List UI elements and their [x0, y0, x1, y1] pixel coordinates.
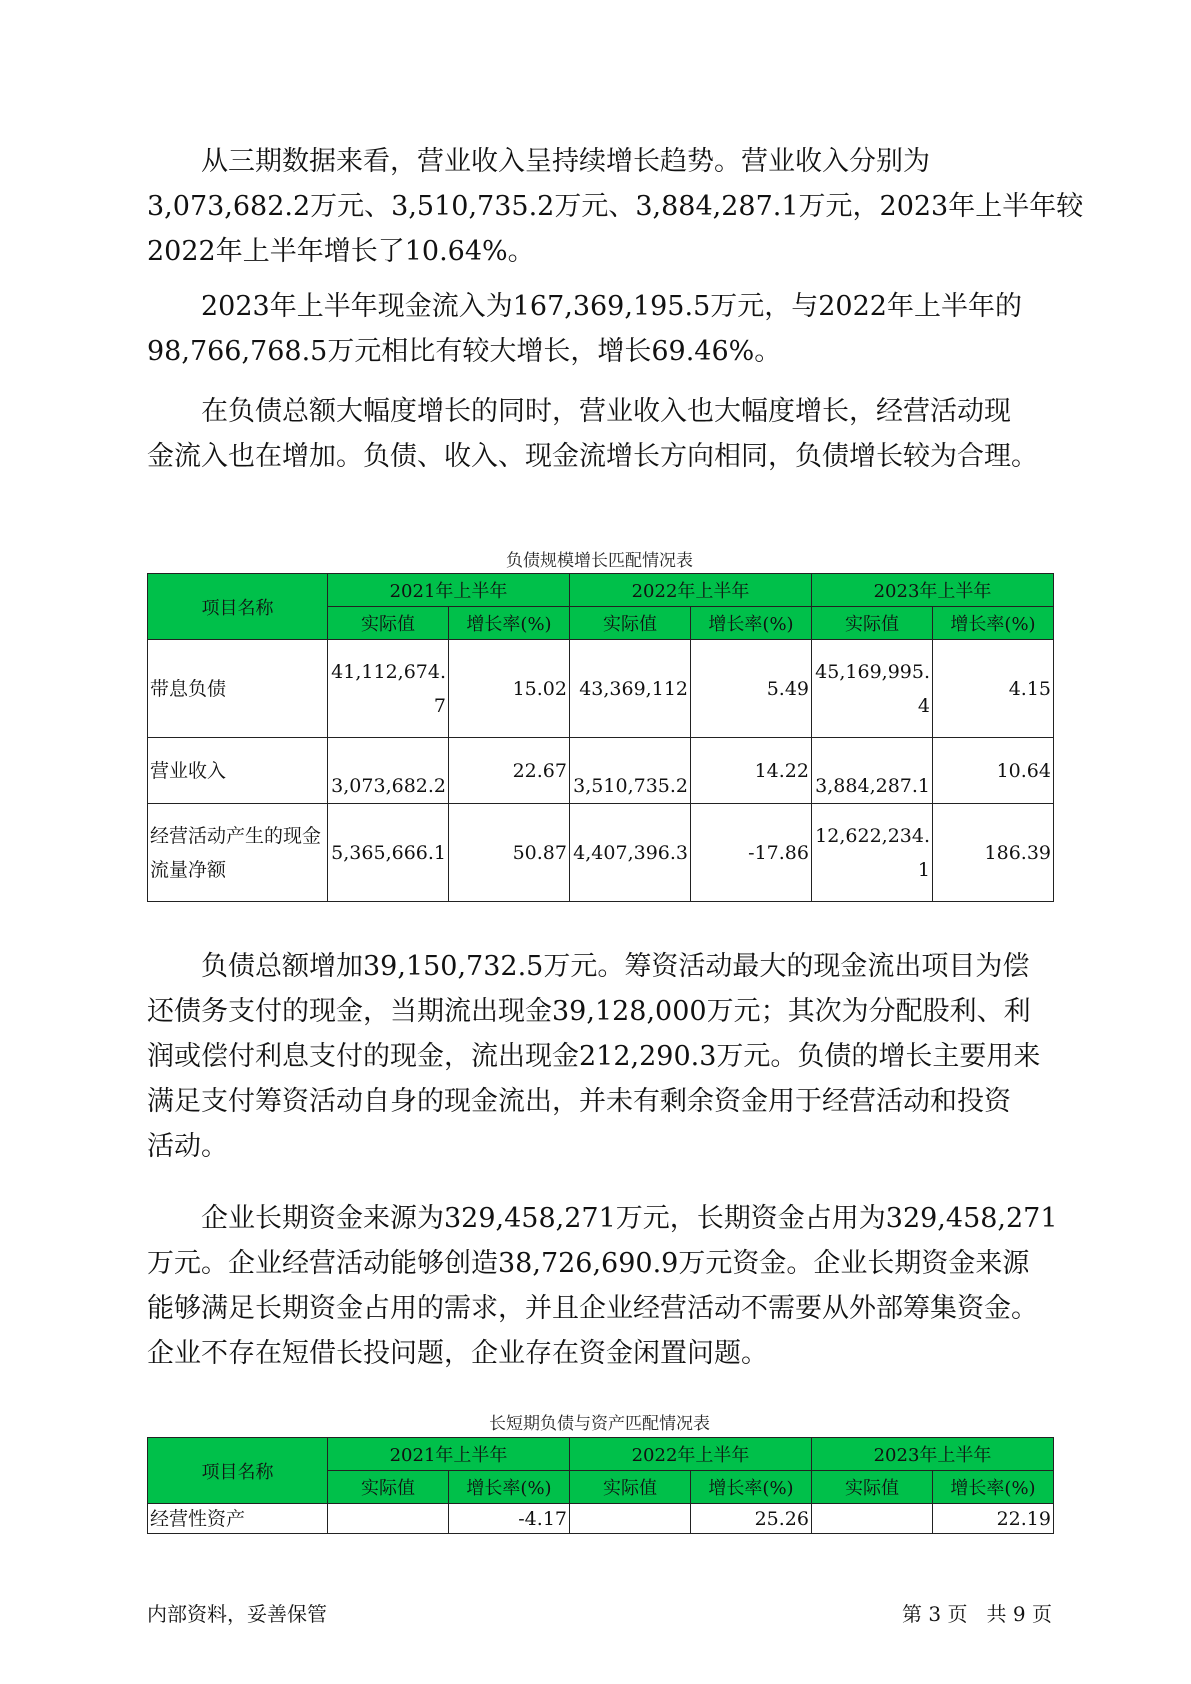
cell-value: -4.17: [449, 1504, 570, 1534]
table-row: [148, 804, 1054, 902]
text-line: 还债务支付的现金，当期流出现金39,128,000万元；其次为分配股利、利: [147, 996, 1031, 1027]
header-period: 2022年上半年: [570, 574, 812, 607]
table2-asset-matching: [147, 1437, 1054, 1534]
footer-confidential: 内部资料，妥善保管: [147, 1602, 327, 1626]
text-line: 在负债总额大幅度增长的同时，营业收入也大幅度增长，经营活动现: [201, 396, 1011, 427]
cell-value: 3,884,287.1: [812, 738, 933, 804]
header-growth: 增长率(%): [449, 1471, 570, 1504]
cell-value: -17.86: [691, 804, 812, 902]
footer-page-number: 第 3 页 共 9 页: [902, 1602, 1052, 1626]
header-actual: 实际值: [328, 1471, 449, 1504]
row-label: 经营性资产: [148, 1504, 328, 1534]
cell-value: 25.26: [691, 1504, 812, 1534]
header-item-name: 项目名称: [148, 1438, 328, 1504]
header-period: 2023年上半年: [812, 1438, 1054, 1471]
cell-value: 41,112,674.7: [328, 640, 449, 738]
cell-value: 3,510,735.2: [570, 738, 691, 804]
row-label: 带息负债: [148, 640, 328, 738]
header-item-name: 项目名称: [148, 574, 328, 640]
cell-value: 14.22: [691, 738, 812, 804]
header-actual: 实际值: [570, 607, 691, 640]
header-growth: 增长率(%): [691, 1471, 812, 1504]
header-actual: 实际值: [570, 1471, 691, 1504]
cell-value: 5.49: [691, 640, 812, 738]
header-actual: 实际值: [812, 607, 933, 640]
header-growth: 增长率(%): [933, 1471, 1054, 1504]
table2-caption: 长短期负债与资产匹配情况表: [489, 1414, 710, 1434]
cell-value: [328, 1504, 449, 1534]
text-line: 98,766,768.5万元相比有较大增长，增长69.46%。: [147, 336, 782, 367]
header-period: 2021年上半年: [328, 1438, 570, 1471]
cell-value: 4.15: [933, 640, 1054, 738]
text-line: 金流入也在增加。负债、收入、现金流增长方向相同，负债增长较为合理。: [147, 441, 1038, 472]
paragraph-revenue-trend: [147, 139, 1084, 274]
cell-value: 50.87: [449, 804, 570, 902]
cell-value: 4,407,396.3: [570, 804, 691, 902]
header-growth: 增长率(%): [691, 607, 812, 640]
header-growth: 增长率(%): [449, 607, 570, 640]
header-period: 2023年上半年: [812, 574, 1054, 607]
cell-value: 186.39: [933, 804, 1054, 902]
header-actual: 实际值: [328, 607, 449, 640]
text-line: 2022年上半年增长了10.64%。: [147, 236, 535, 267]
text-line: 满足支付筹资活动自身的现金流出，并未有剩余资金用于经营活动和投资: [147, 1086, 1011, 1117]
header-period: 2022年上半年: [570, 1438, 812, 1471]
table-row: [148, 640, 1054, 738]
header-actual: 实际值: [812, 1471, 933, 1504]
text-line: 企业不存在短借长投问题，企业存在资金闲置问题。: [147, 1338, 768, 1369]
text-line: 从三期数据来看，营业收入呈持续增长趋势。营业收入分别为: [201, 146, 930, 177]
cell-value: 15.02: [449, 640, 570, 738]
text-line: 2023年上半年现金流入为167,369,195.5万元，与2022年上半年的: [201, 291, 1022, 322]
text-line: 活动。: [147, 1131, 228, 1162]
header-period: 2021年上半年: [328, 574, 570, 607]
text-line: 能够满足长期资金占用的需求，并且企业经营活动不需要从外部筹集资金。: [147, 1293, 1038, 1324]
cell-value: 43,369,112: [570, 640, 691, 738]
paragraph-long-term-funds: [147, 1196, 1058, 1376]
table-row: [148, 1504, 1054, 1534]
text-line: 负债总额增加39,150,732.5万元。筹资活动最大的现金流出项目为偿: [201, 951, 1030, 982]
table1-debt-scale: [147, 573, 1054, 902]
row-label: 营业收入: [148, 738, 328, 804]
row-label: 经营活动产生的现金流量净额: [148, 804, 328, 902]
paragraph-cash-inflow: [147, 284, 1052, 374]
cell-value: 10.64: [933, 738, 1054, 804]
text-line: 企业长期资金来源为329,458,271万元，长期资金占用为329,458,271: [201, 1203, 1058, 1234]
cell-value: [812, 1504, 933, 1534]
cell-value: 5,365,666.1: [328, 804, 449, 902]
cell-value: 12,622,234.1: [812, 804, 933, 902]
text-line: 3,073,682.2万元、3,510,735.2万元、3,884,287.1万元，2023年上半年较: [147, 191, 1084, 222]
cell-value: 45,169,995.4: [812, 640, 933, 738]
header-growth: 增长率(%): [933, 607, 1054, 640]
text-line: 万元。企业经营活动能够创造38,726,690.9万元资金。企业长期资金来源: [147, 1248, 1030, 1279]
table-row: [148, 738, 1054, 804]
paragraph-debt-growth: [147, 389, 1052, 479]
cell-value: 3,073,682.2: [328, 738, 449, 804]
paragraph-financing: [147, 944, 1052, 1169]
table1-caption: 负债规模增长匹配情况表: [506, 551, 693, 571]
cell-value: [570, 1504, 691, 1534]
cell-value: 22.67: [449, 738, 570, 804]
text-line: 润或偿付利息支付的现金，流出现金212,290.3万元。负债的增长主要用来: [147, 1041, 1041, 1072]
cell-value: 22.19: [933, 1504, 1054, 1534]
